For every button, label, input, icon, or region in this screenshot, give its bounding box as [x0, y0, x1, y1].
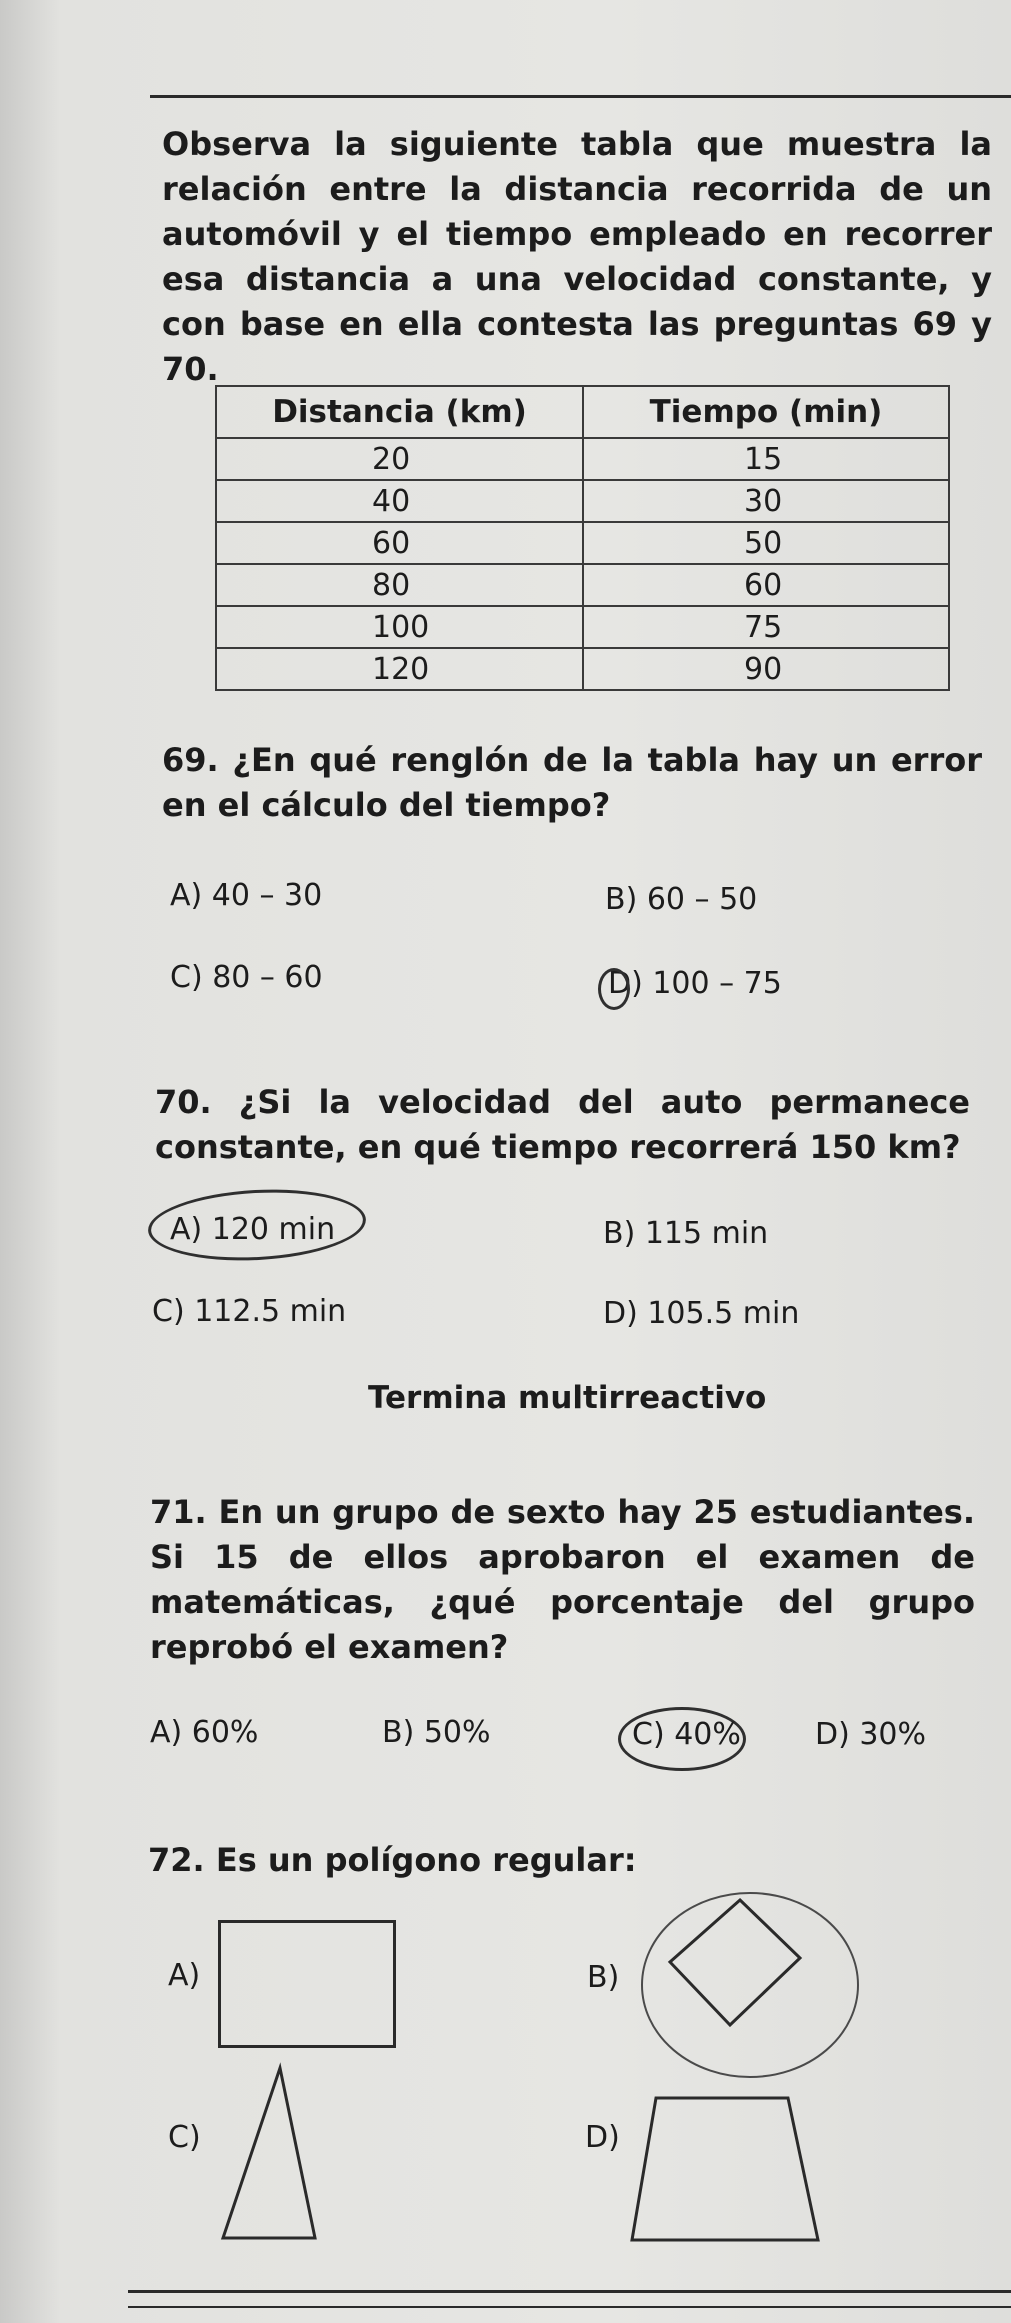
q72-option-d[interactable]: D) — [585, 2120, 620, 2155]
q69-option-a[interactable]: A) 40 – 30 — [170, 878, 323, 913]
table-row — [216, 564, 949, 606]
q70-option-d[interactable]: D) 105.5 min — [603, 1296, 800, 1331]
diamond-shape-icon — [640, 1880, 860, 2080]
q72-option-c[interactable]: C) — [168, 2120, 201, 2155]
q71-option-d[interactable]: D) 30% — [815, 1717, 927, 1752]
q69-option-b[interactable]: B) 60 – 50 — [605, 882, 758, 917]
table-cell: 80 — [216, 564, 583, 606]
table-cell: 50 — [583, 522, 949, 564]
bottom-rule — [128, 2306, 1011, 2308]
bottom-rule — [128, 2290, 1011, 2293]
question-70: 70. ¿Si la velocidad del auto permanece constante, en qué tiempo recorrerá 150 km? — [155, 1083, 970, 1166]
question-71: 71. En un grupo de sexto hay 25 estudiantes. Si 15 de ellos aprobaron el examen de matemáticas, ¿qué porcentaje del grupo reprobó el examen? — [150, 1493, 975, 1666]
trapezoid-outline — [632, 2098, 818, 2240]
q70-option-c[interactable]: C) 112.5 min — [152, 1294, 347, 1329]
table-row — [216, 480, 949, 522]
q71-option-b[interactable]: B) 50% — [382, 1715, 491, 1750]
distance-time-table — [215, 385, 950, 691]
table-header-row — [216, 386, 949, 438]
q72-option-b[interactable]: B) — [587, 1960, 620, 1995]
q72-option-a[interactable]: A) — [168, 1958, 201, 1993]
q69-option-d[interactable]: D) 100 – 75 — [608, 966, 782, 1001]
question-72: 72. Es un polígono regular: — [148, 1841, 637, 1879]
q69-option-c[interactable]: C) 80 – 60 — [170, 960, 323, 995]
table-cell: 40 — [216, 480, 583, 522]
table-row — [216, 606, 949, 648]
table-cell: 75 — [583, 606, 949, 648]
q71-option-a[interactable]: A) 60% — [150, 1715, 259, 1750]
table-header: Tiempo (min) — [583, 386, 949, 438]
table-row — [216, 648, 949, 690]
table-row — [216, 438, 949, 480]
q70-option-b[interactable]: B) 115 min — [603, 1216, 769, 1251]
table-row — [216, 522, 949, 564]
table-cell: 60 — [583, 564, 949, 606]
table-cell: 100 — [216, 606, 583, 648]
answer-mark-circle — [598, 968, 630, 1010]
table-cell: 120 — [216, 648, 583, 690]
triangle-shape-icon — [215, 2060, 325, 2245]
question-69: 69. ¿En qué renglón de la tabla hay un error en el cálculo del tiempo? — [162, 741, 982, 824]
section-title: Termina multirreactivo — [368, 1380, 767, 1416]
square-shape-icon — [218, 1920, 396, 2048]
q71-option-c[interactable]: C) 40% — [632, 1717, 741, 1752]
table-cell: 60 — [216, 522, 583, 564]
trapezoid-shape-icon — [628, 2090, 828, 2250]
triangle-outline — [223, 2068, 315, 2238]
intro-paragraph: Observa la siguiente tabla que muestra la relación entre la distancia recorrida de un automóvil y el tiempo empleado en recorrer esa distancia a una velocidad constante, y con base en ella contesta las preguntas 69 y 70. — [162, 125, 992, 388]
table-header: Distancia (km) — [216, 386, 583, 438]
table-cell: 90 — [583, 648, 949, 690]
diamond-outline — [670, 1900, 800, 2025]
top-rule — [150, 95, 1011, 98]
table-cell: 20 — [216, 438, 583, 480]
table-cell: 15 — [583, 438, 949, 480]
table-cell: 30 — [583, 480, 949, 522]
answer-mark-circle — [642, 1893, 858, 2077]
q70-option-a[interactable]: A) 120 min — [170, 1212, 336, 1247]
